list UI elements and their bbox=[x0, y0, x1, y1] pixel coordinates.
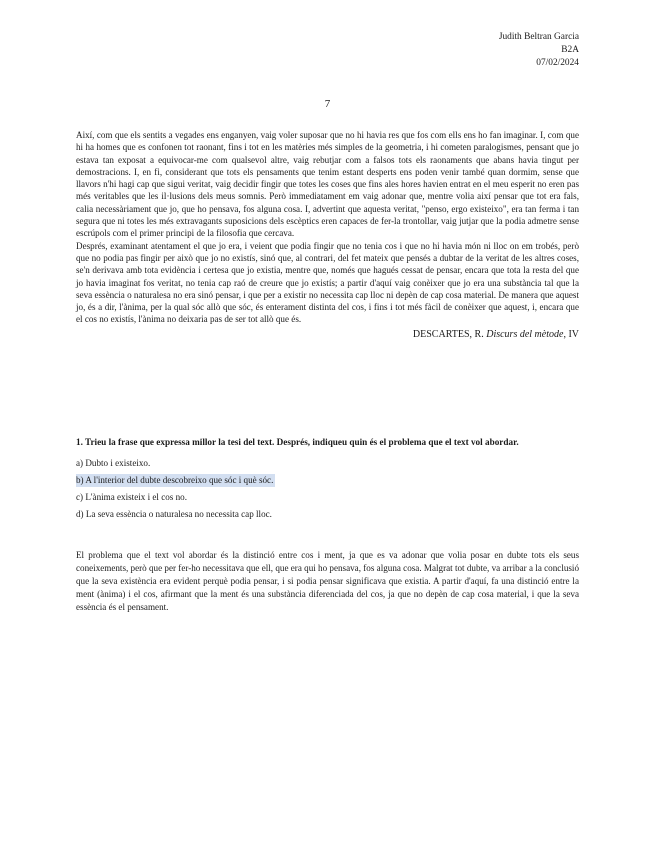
page-number: 7 bbox=[324, 98, 331, 110]
citation-work: Discurs del mètode bbox=[486, 328, 564, 340]
citation bbox=[76, 328, 579, 341]
option-b-selected: b) A l'interior del dubte descobreixo que sóc i què sóc. bbox=[76, 475, 274, 485]
citation-part: , IV bbox=[563, 328, 579, 340]
author-name: Judith Beltran Garcia bbox=[498, 32, 579, 42]
option-a: a) Dubto i existeixo. bbox=[76, 458, 151, 468]
text-paragraph-1: Així, com que els sentits a vegades ens enganyen, vaig voler suposar que no hi havia res que fos com ells ens ho fan imaginar. I, com que hi ha homes que es confonen tot raonant, fins i tot en les matèries més simples de la geometria, i hi cometen paralogismes, pensant que jo estava tan exposat a equivocar-me com qualsevol altre, vaig rebutjar com a falsos tots els raonaments que abans havia tingut per demostracions. I, en fi, considerant que tots els pensaments que tenim estant desperts ens poden venir també quan dormim, sense que llavors n'hi hagi cap que sigui veritat, vaig decidir fingir que totes les coses que fins ales hores havien entrat en el meu esperit no eren pas més veritables que les il·lusions dels meus somnis. Però immediatament em vaig adonar que, mentre volia així pensar que tot era fals, calia necessàriament que jo, que ho pensava, fos alguna cosa. I, advertint que aquesta veritat, "penso, ergo existeixo", era tan ferma i tan segura que ni totes les més extravagants suposicions dels escèptics eren capaces de fer-la trontollar, vaig jutjar que la podia admetre sense escrúpols com el primer principi de la filosofia que cercava. bbox=[76, 130, 579, 239]
page-header bbox=[499, 31, 579, 70]
question-text: 1. Trieu la frase que expressa millor la tesi del text. Després, indiqueu quin és el problema que el text vol abordar. bbox=[76, 437, 519, 447]
option-d: d) La seva essència o naturalesa no necessita cap lloc. bbox=[76, 509, 272, 519]
answer-text: El problema que el text vol abordar és la distinció entre cos i ment, ja que es va adonar que volia posar en dubte tots els seus coneixements, però que per fer-ho necessitava que ell, que era qui ho pensava, fos alguna cosa. Malgrat tot dubte, va arribar a la conclusió que la seva existència era evident perquè podia pensar, i si podia pensar significava que existia. A partir d'aquí, fa una distinció entre la ment (ànima) i el cos, afirmant que la ment és una substància diferenciada del cos, ja que no depèn de cap cosa material, i que la seva essència és el pensament. bbox=[76, 550, 579, 612]
option-c: c) L'ànima existeix i el cos no. bbox=[76, 492, 187, 502]
question-block bbox=[76, 436, 579, 525]
options-list bbox=[76, 457, 579, 521]
citation-author: DESCARTES, R. bbox=[412, 328, 484, 340]
answer-block bbox=[76, 549, 579, 614]
header-date: 07/02/2024 bbox=[536, 58, 579, 68]
class-group: B2A bbox=[561, 45, 579, 55]
source-text bbox=[76, 129, 579, 341]
text-paragraph-2: Després, examinant atentament el que jo era, i veient que podia fingir que no tenia cos i que no hi havia món ni lloc on em trobés, però que no podia pas fingir per això que jo no existís, sinó que, al contrari, del fet mateix que pensés a dubtar de la veritat de les altres coses, se'n derivava amb tota evidència i certesa que jo existia, mentre que, només que hagués cessat de pensar, encara que tota la resta del que jo havia imaginat fos veritat, no tenia cap raó de creure que jo existís; a partir d'aquí vaig conèixer que jo era una substància tal que la seva essència o naturalesa no era sinó pensar, i que per a existir no necessita cap lloc ni depèn de cap cosa material. De manera que aquest jo, és a dir, l'ànima, per la qual sóc allò que sóc, és enterament distinta del cos, i fins i tot més fàcil de conèixer que aquest, i, encara que el cos no existís, l'ànima no deixaria pas de ser tot allò que és. bbox=[76, 240, 579, 325]
